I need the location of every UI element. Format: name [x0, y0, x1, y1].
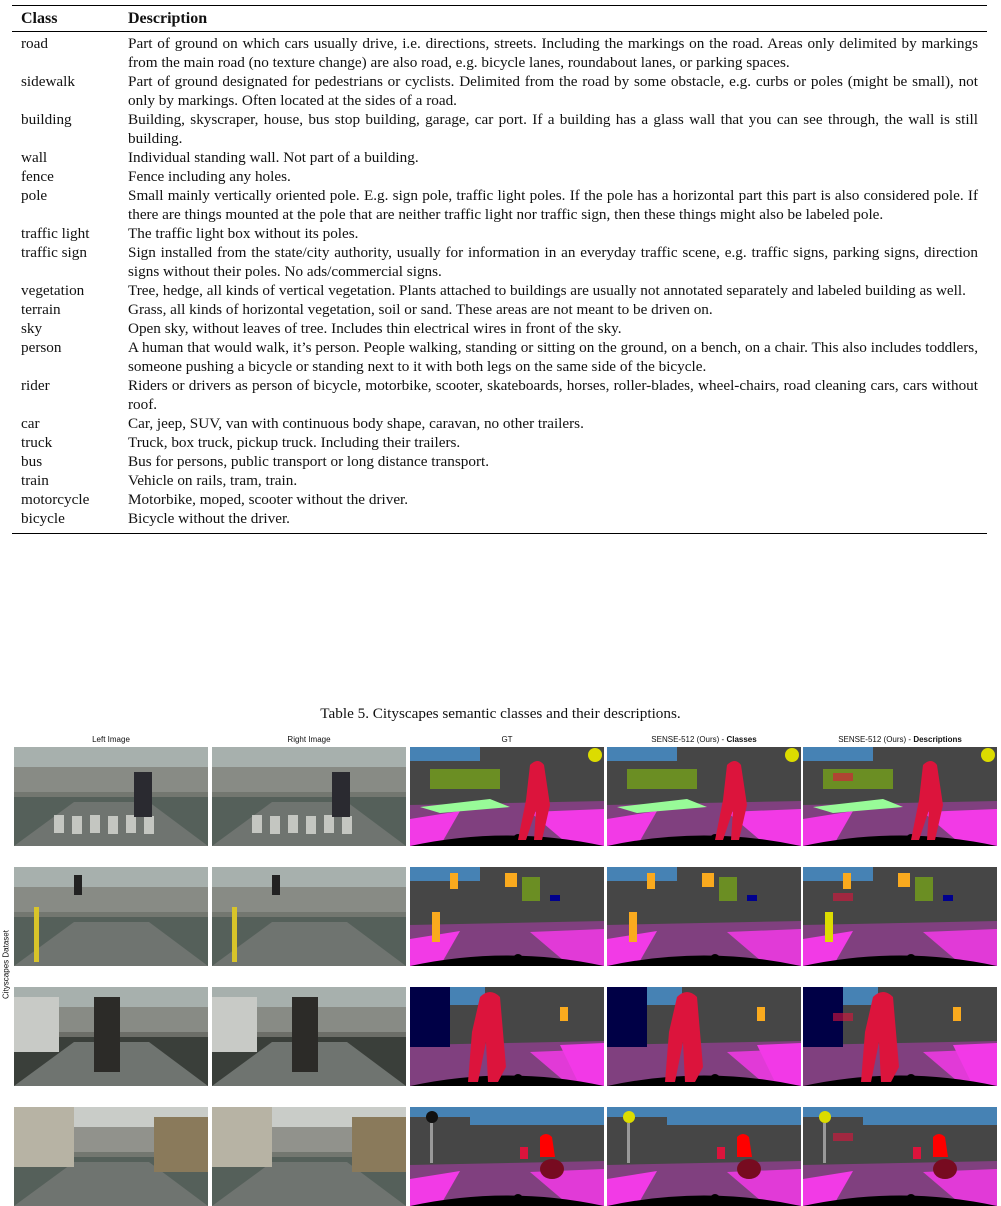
- class-description: Vehicle on rails, tram, train.: [128, 472, 298, 489]
- left-image-row-4: [14, 1107, 208, 1206]
- header-description: Description: [128, 10, 208, 27]
- sense-descriptions-prediction-row-2: [803, 867, 997, 966]
- sense-classes-prediction-row-2: [607, 867, 801, 966]
- gt-segmentation-row-3: [410, 987, 604, 1086]
- table-row: [12, 186, 987, 224]
- left-image-row-3: [14, 987, 208, 1086]
- class-description: Bicycle without the driver.: [128, 510, 290, 527]
- class-description: Riders or drivers as person of bicycle, motorbike, scooter, skateboards, horses, roller-blades, wheel-chairs, road cleaning cars, cars without roof.: [128, 377, 978, 413]
- sense-descriptions-prediction-row-1: [803, 747, 997, 846]
- right-image-row-3: [212, 987, 406, 1086]
- class-name: sidewalk: [21, 73, 75, 90]
- class-name: building: [21, 111, 72, 128]
- class-description: Fence including any holes.: [128, 168, 291, 185]
- class-name: wall: [21, 149, 48, 166]
- class-name: sky: [21, 320, 43, 337]
- dataset-side-label: Cityscapes Dataset: [1, 930, 11, 999]
- table-row: [12, 376, 987, 414]
- sense-descriptions-prediction-row-3: [803, 987, 997, 1086]
- class-description: The traffic light box without its poles.: [128, 225, 359, 242]
- table-row: [12, 34, 987, 72]
- class-description: Bus for persons, public transport or long distance transport.: [128, 453, 490, 470]
- column-title-sense-classes: SENSE-512 (Ours) - Classes: [651, 735, 757, 744]
- class-name: traffic sign: [21, 244, 87, 261]
- qualitative-results-figure: [0, 735, 1001, 1186]
- class-description: Part of ground designated for pedestrians or cyclists. Delimited from the road by some obstacle, e.g. curbs or poles (might be small), not only by markings. Often located at the sides of a road.: [128, 73, 978, 109]
- header-class: Class: [21, 10, 58, 27]
- class-description: Small mainly vertically oriented pole. E.g. sign pole, traffic light poles. If the pole has a horizontal part this part is also considered pole. If there are things mounted at the pole that are neither traffic light nor traffic sign, then these things might also be labeled pole.: [128, 187, 978, 223]
- class-name: bus: [21, 453, 43, 470]
- class-name: train: [21, 472, 49, 489]
- column-title-gt: GT: [501, 735, 513, 744]
- right-image-row-2: [212, 867, 406, 966]
- table-row: [12, 471, 987, 490]
- class-description: Tree, hedge, all kinds of vertical vegetation. Plants attached to buildings are usually not annotated separately and labeled building as well.: [128, 282, 966, 299]
- class-description: Individual standing wall. Not part of a building.: [128, 149, 419, 166]
- class-description: Grass, all kinds of horizontal vegetation, soil or sand. These areas are not meant to be driven on.: [128, 301, 713, 318]
- table-row: [12, 243, 987, 281]
- sense-classes-prediction-row-3: [607, 987, 801, 1086]
- table-row: [12, 300, 987, 319]
- class-name: terrain: [21, 301, 61, 318]
- table-body: [12, 32, 987, 533]
- cityscapes-classes-table: [12, 5, 987, 534]
- class-name: truck: [21, 434, 53, 451]
- table-row: [12, 452, 987, 471]
- class-description: Motorbike, moped, scooter without the driver.: [128, 491, 409, 508]
- class-description: Building, skyscraper, house, bus stop building, garage, car port. If a building has a glass wall that you can see through, the wall is still building.: [128, 111, 978, 147]
- column-title-sense-descriptions: SENSE-512 (Ours) - Descriptions: [838, 735, 962, 744]
- table-row: [12, 414, 987, 433]
- table-row: [12, 148, 987, 167]
- class-description: Car, jeep, SUV, van with continuous body shape, caravan, no other trailers.: [128, 415, 584, 432]
- gt-segmentation-row-4: [410, 1107, 604, 1206]
- gt-segmentation-row-2: [410, 867, 604, 966]
- sense-classes-prediction-row-4: [607, 1107, 801, 1206]
- table-row: [12, 338, 987, 376]
- class-description: Part of ground on which cars usually drive, i.e. directions, streets. Including the markings on the road. Areas only delimited by markings from the main road (no texture change) are also road, e.g. bicycle lanes, roundabout lanes, or parking spaces.: [128, 35, 978, 71]
- class-description: Truck, box truck, pickup truck. Including their trailers.: [128, 434, 461, 451]
- table-header-row: [12, 6, 987, 31]
- class-description: Sign installed from the state/city authority, usually for information in an everyday traffic scene, e.g. traffic signs, parking signs, direction signs without their poles. No ads/commercial signs.: [128, 244, 978, 280]
- sense-classes-prediction-row-1: [607, 747, 801, 846]
- column-title-right-image: Right Image: [287, 735, 331, 744]
- class-name: pole: [21, 187, 48, 204]
- class-description: Open sky, without leaves of tree. Includes thin electrical wires in front of the sky.: [128, 320, 622, 337]
- table-row: [12, 167, 987, 186]
- class-name: vegetation: [21, 282, 85, 299]
- table-row: [12, 490, 987, 509]
- class-name: bicycle: [21, 510, 65, 527]
- table-row: [12, 224, 987, 243]
- table-row: [12, 433, 987, 452]
- table-caption: Table 5. Cityscapes semantic classes and their descriptions.: [320, 705, 681, 722]
- class-name: road: [21, 35, 48, 52]
- left-image-row-2: [14, 867, 208, 966]
- left-image-row-1: [14, 747, 208, 846]
- gt-segmentation-row-1: [410, 747, 604, 846]
- class-name: fence: [21, 168, 54, 185]
- class-description: A human that would walk, it’s person. People walking, standing or sitting on the ground, on a bench, on a chair. This also includes toddlers, someone pushing a bicycle or standing next to it with both legs on the same side of the bicycle.: [128, 339, 978, 375]
- table-bottom-rule: [12, 533, 987, 534]
- class-name: motorcycle: [21, 491, 90, 508]
- class-name: rider: [21, 377, 50, 394]
- class-name: car: [21, 415, 40, 432]
- table-row: [12, 319, 987, 338]
- class-name: traffic light: [21, 225, 90, 242]
- sense-descriptions-prediction-row-4: [803, 1107, 997, 1206]
- table-row: [12, 509, 987, 528]
- table-row: [12, 281, 987, 300]
- class-name: person: [21, 339, 62, 356]
- table-row: [12, 72, 987, 110]
- table-row: [12, 110, 987, 148]
- right-image-row-4: [212, 1107, 406, 1206]
- right-image-row-1: [212, 747, 406, 846]
- column-title-left-image: Left Image: [92, 735, 130, 744]
